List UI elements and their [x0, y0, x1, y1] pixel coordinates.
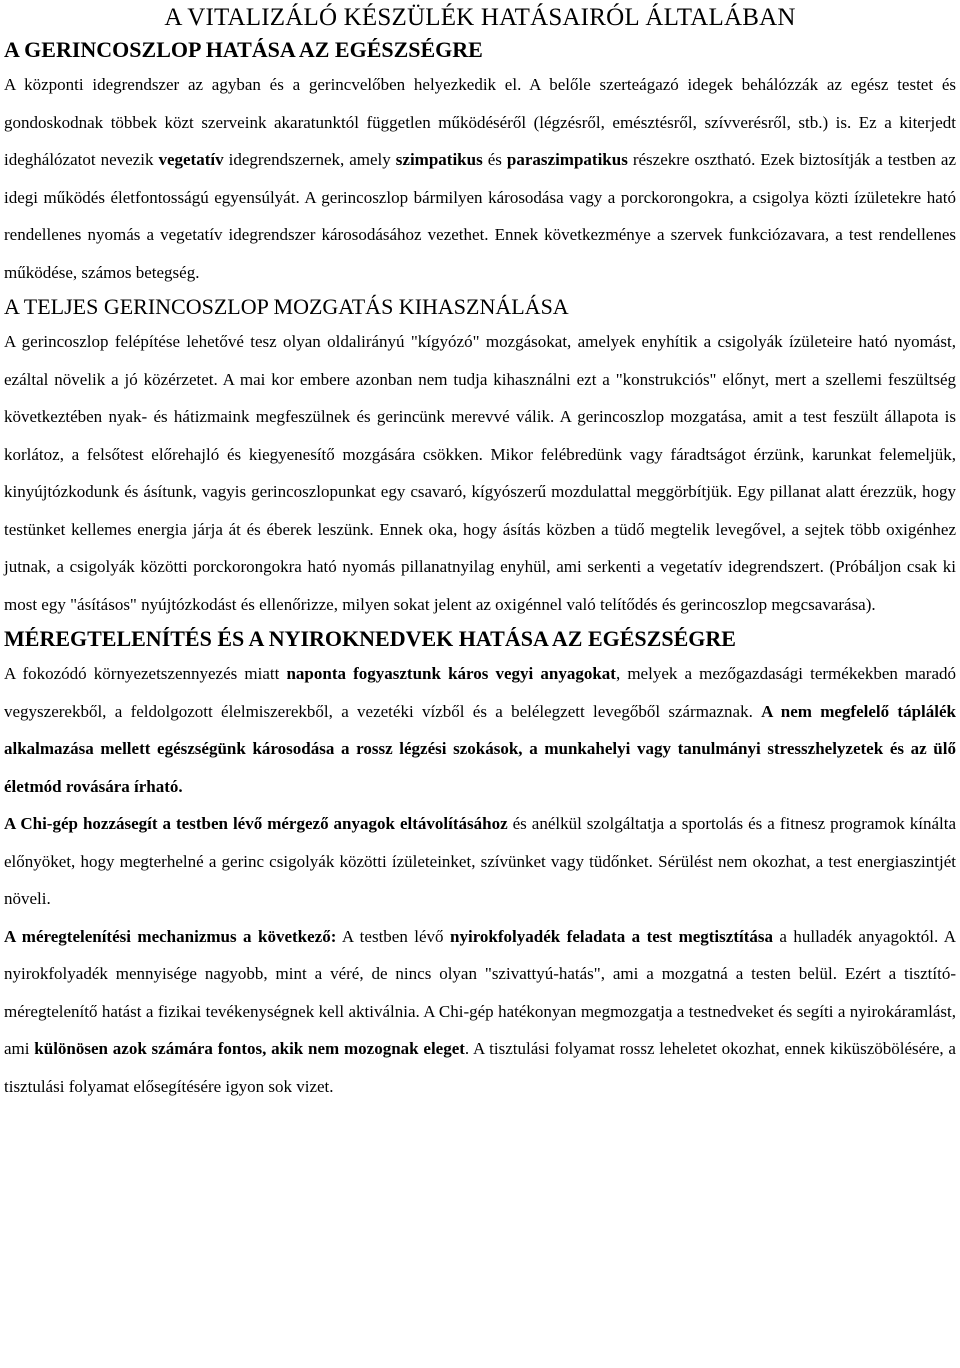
- paragraph-nervous-system: A központi idegrendszer az agyban és a gerincvelőben helyezkedik el. A belőle szerteágazó idegek behálózzák az egész testet és gondoskodnak többek közt szerveink akaratunktól független működéséről (légzésről, emésztésről, szívverésről, stb.) is. Ez a kiterjedt ideghálózatot nevezik vegetatív idegrendszernek, amely szimpatikus és paraszimpatikus részekre osztható. Ezek biztosítják a testben az idegi működés életfontosságú egyensúlyát. A gerincoszlop bármilyen károsodása vagy a porckorongokra, a csigolya közti ízületekre ható rendellenes nyomás a vegetatív idegrendszer károsodásához vezethet. Ennek következménye a szervek funkciózavara, a test rendellenes működése, számos betegség.: [4, 75, 956, 282]
- paragraph-spine-movement: A gerincoszlop felépítése lehetővé tesz olyan oldalirányú "kígyózó" mozgásokat, amelyek enyhítik a csigolyák ízületeire ható nyomást, ezáltal növelik a jó közérzetet. A mai kor embere azonban nem tudja kihasználni ezt a "konstrukciós" előnyt, mert a szellemi feszültség következtében nyak- és hátizmaink megfeszülnek és gerincünk merevvé válik. A gerincoszlop mozgatása, amit a test feszült állapota is korlátoz, a felsőtest előrehajló és kiegyenesítő mozgására csökken. Mikor felébredünk vagy fáradtságot érzünk, karunkat felemeljük, kinyújtózkodunk és ásítunk, vagyis gerincoszlopunkat egy csavaró, kígyószerű mozdulattal meggörbítjük. Egy pillanat alatt érezzük, hogy testünket kellemes energia járja át és éberek leszünk. Ennek oka, hogy ásítás közben a tüdő megtelik levegővel, a sejtek több oxigénhez jutnak, a csigolyák közötti porckorongokra ható nyomás pillanatnyilag enyhül, ami serkenti a vegetatív idegrendszert. (Próbáljon csak ki most egy "ásításos" nyújtózkodást és ellenőrizze, milyen sokat jelent az oxigénnel való telítődés és gerincoszlop megcsavarása).: [4, 332, 956, 614]
- paragraph-pollution: A fokozódó környezetszennyezés miatt naponta fogyasztunk káros vegyi anyagokat, melyek a mezőgazdasági termékekben maradó vegyszerekből, a feldolgozott élelmiszerekből, a vezetéki vízből és a belélegzett levegőből származnak. A nem megfelelő táplálék alkalmazása mellett egészségünk károsodása a rossz légzési szokások, a munkahelyi vagy tanulmányi stresszhelyzetek és az ülő életmód rovására írható.: [4, 664, 957, 796]
- section-heading-spine-movement: A TELJES GERINCOSZLOP MOZGATÁS KIHASZNÁLÁSA: [4, 294, 569, 319]
- document-title: A VITALIZÁLÓ KÉSZÜLÉK HATÁSAIRÓL ÁLTALÁBAN: [164, 4, 796, 31]
- section-heading-detox: MÉREGTELENÍTÉS ÉS A NYIROKNEDVEK HATÁSA AZ EGÉSZSÉGRE: [4, 626, 736, 651]
- section-heading-spine-health: A GERINCOSZLOP HATÁSA AZ EGÉSZSÉGRE: [4, 37, 483, 62]
- paragraph-chi-machine: A Chi-gép hozzásegít a testben lévő mérgező anyagok eltávolításához és anélkül szolgáltatja a sportolás és a fitnesz programok kínálta előnyöket, hogy megterhelné a gerinc csigolyák közötti ízületeinket, szívünket vagy tüdőnket. Sérülést nem okozhat, a test energiaszintjét növeli.: [4, 814, 956, 908]
- paragraph-detox-mechanism: A méregtelenítési mechanizmus a következő: A testben lévő nyirokfolyadék feladata a test megtisztítása a hulladék anyagoktól. A nyirokfolyadék mennyisége nagyobb, mint a véré, de nincs olyan "szivattyú-hatás", ami a mozgatná a testen belül. Ezért a tisztító-méregtelenítő hatást a fizikai tevékenységnek kell aktiválnia. A Chi-gép hatékonyan megmozgatja a testnedveket és segíti a nyirokáramlást, ami különösen azok számára fontos, akik nem mozognak eleget. A tisztulási folyamat rossz leheletet okozhat, ennek kiküszöbölésére, a tisztulási folyamat elősegítésére igyon sok vizet.: [4, 926, 957, 1096]
